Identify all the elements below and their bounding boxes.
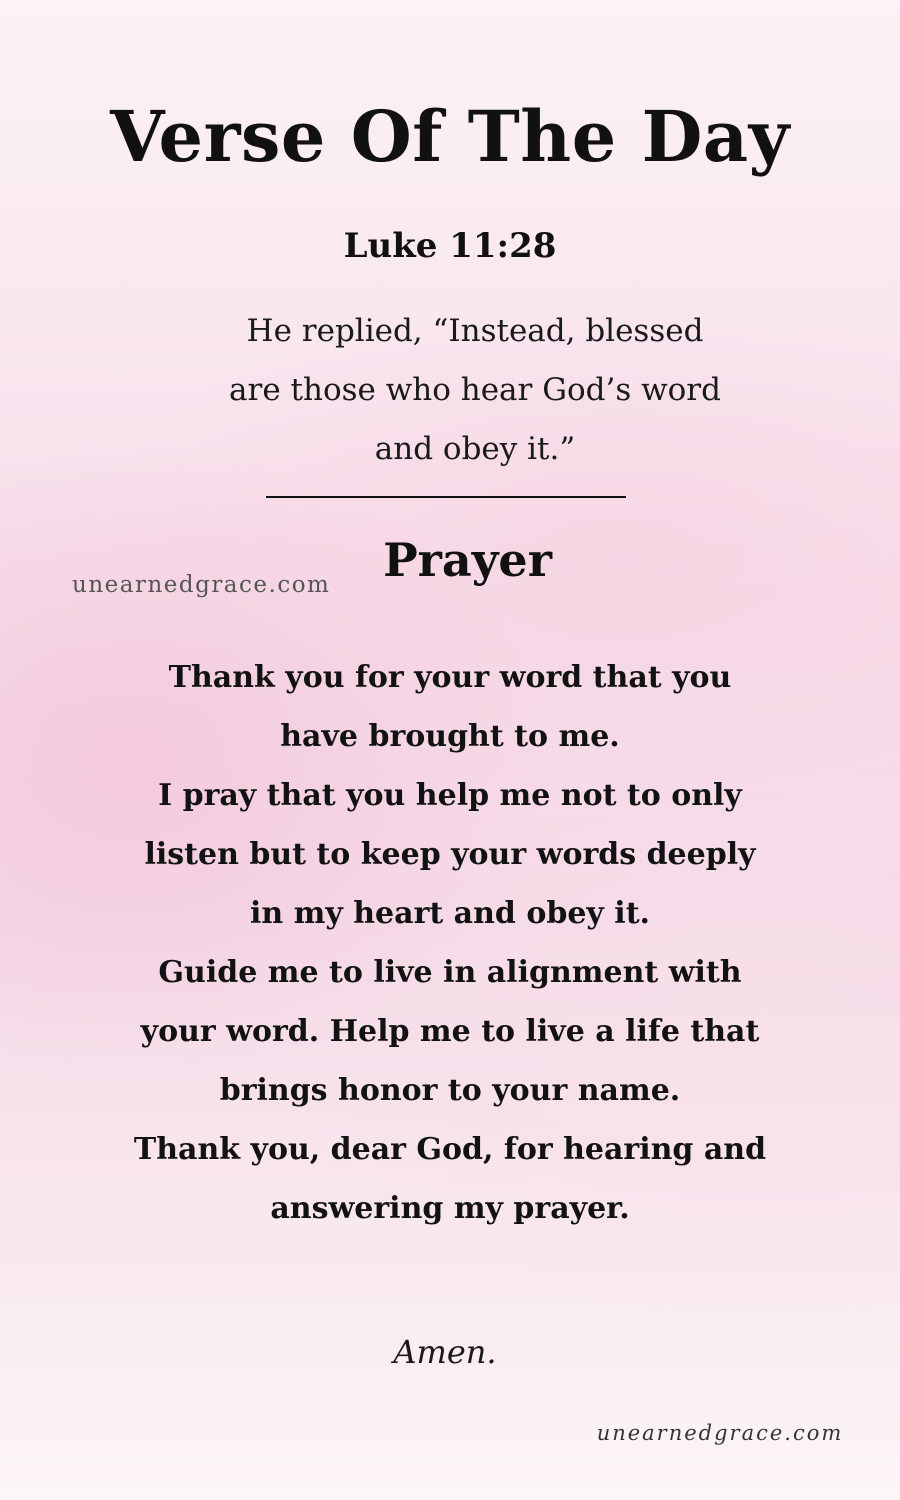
- prayer-line: in my heart and obey it.: [249, 896, 651, 931]
- prayer-heading: Prayer: [383, 533, 552, 587]
- verse-line: and obey it.”: [374, 431, 576, 467]
- closing-amen: Amen.: [393, 1333, 497, 1371]
- verse-reference: Luke 11:28: [343, 226, 557, 266]
- prayer-text: [0, 648, 900, 1238]
- prayer-line: brings honor to your name.: [219, 1073, 681, 1108]
- section-divider: [266, 496, 626, 498]
- prayer-line: I pray that you help me not to only: [158, 778, 742, 813]
- prayer-line: Guide me to live in alignment with: [158, 955, 742, 990]
- verse-line: He replied, “Instead, blessed: [246, 313, 704, 349]
- prayer-line: listen but to keep your words deeply: [144, 837, 756, 872]
- verse-text: [160, 302, 790, 479]
- prayer-line: have brought to me.: [280, 719, 620, 754]
- prayer-line: answering my prayer.: [270, 1191, 630, 1226]
- watermark-text: unearnedgrace.com: [72, 572, 331, 598]
- site-signature: unearnedgrace.com: [596, 1421, 844, 1445]
- prayer-line: your word. Help me to live a life that: [140, 1014, 760, 1049]
- page-title: Verse Of The Day: [110, 95, 790, 178]
- prayer-line: Thank you for your word that you: [168, 660, 732, 695]
- prayer-line: Thank you, dear God, for hearing and: [133, 1132, 767, 1167]
- verse-line: are those who hear God’s word: [229, 372, 721, 408]
